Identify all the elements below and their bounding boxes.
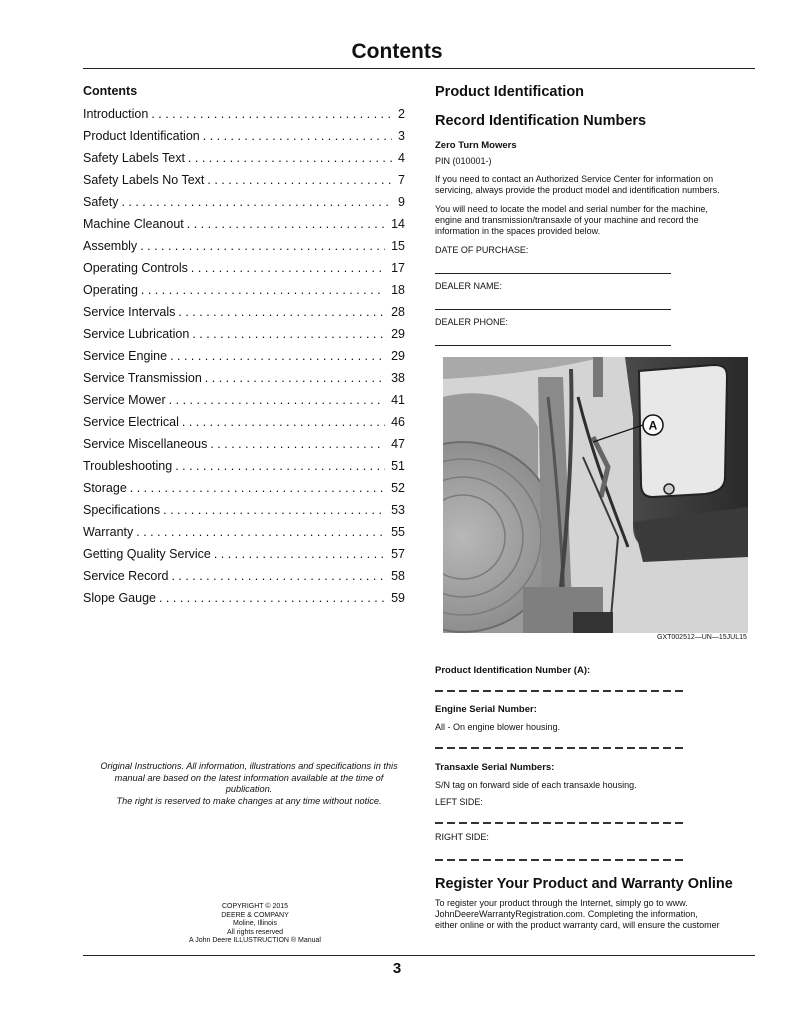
page-number: 3 (392, 960, 402, 977)
toc-leader-dots (175, 459, 385, 473)
toc-entry[interactable] (83, 521, 405, 543)
toc-entry-page: 18 (391, 283, 405, 297)
toc-entry-page: 47 (391, 437, 405, 451)
toc-leader-dots (130, 481, 385, 495)
toc-leader-dots (191, 261, 385, 275)
toc-entry[interactable] (83, 257, 405, 279)
toc-entry-title: Introduction (83, 107, 149, 121)
paragraph-line: engine and transmission/transaxle of your machine and record the (435, 215, 699, 226)
dealer-phone-label: DEALER PHONE: (435, 317, 509, 327)
toc-entry-title: Service Engine (83, 349, 168, 363)
paragraph-line: information in the spaces provided below. (435, 226, 601, 237)
toc-entry[interactable] (83, 345, 405, 367)
toc-entry-page: 52 (391, 481, 405, 495)
toc-entry-page: 53 (391, 503, 405, 517)
toc-leader-dots (140, 239, 385, 253)
toc-list (83, 103, 405, 609)
toc-leader-dots (151, 107, 392, 121)
paragraph-line: JohnDeereWarrantyRegistration.com. Completing the information, (435, 909, 698, 920)
toc-entry-page: 14 (391, 217, 405, 231)
toc-heading: Contents (83, 84, 138, 98)
date-of-purchase-field[interactable] (435, 273, 671, 274)
toc-entry-title: Safety (83, 195, 119, 209)
toc-entry-page: 29 (391, 349, 405, 363)
toc-leader-dots (205, 371, 385, 385)
toc-leader-dots (207, 173, 392, 187)
toc-entry-title: Safety Labels Text (83, 151, 185, 165)
engine-serial-label: Engine Serial Number: (435, 704, 537, 715)
product-identification-heading: Product Identification (435, 84, 585, 100)
toc-entry-page: 29 (391, 327, 405, 341)
copyright-line: DEERE & COMPANY (221, 911, 289, 919)
toc-entry-title: Slope Gauge (83, 591, 156, 605)
toc-leader-dots (210, 437, 385, 451)
toc-leader-dots (121, 195, 392, 209)
toc-leader-dots (188, 151, 392, 165)
disclaimer-line: manual are based on the latest information available at the time of (114, 772, 384, 783)
toc-leader-dots (159, 591, 385, 605)
toc-leader-dots (141, 283, 385, 297)
toc-entry-page: 7 (398, 173, 405, 187)
engine-serial-field[interactable] (435, 747, 687, 749)
copyright-line: COPYRIGHT © 2015 (221, 903, 289, 910)
toc-entry-title: Specifications (83, 503, 161, 517)
toc-entry-page: 9 (398, 195, 405, 209)
copyright-line: A John Deere ILLUSTRUCTION ® Manual (189, 937, 321, 944)
toc-entry-title: Service Lubrication (83, 327, 190, 341)
toc-entry-title: Service Intervals (83, 305, 176, 319)
toc-entry-title: Machine Cleanout (83, 217, 184, 231)
toc-entry-title: Safety Labels No Text (83, 173, 205, 187)
toc-entry-page: 2 (398, 107, 405, 121)
toc-entry[interactable] (83, 433, 405, 455)
record-identification-heading: Record Identification Numbers (435, 113, 647, 129)
disclaimer-line: The right is reserved to make changes at any time without notice. (116, 795, 382, 806)
toc-entry[interactable] (83, 411, 405, 433)
dealer-name-field[interactable] (435, 309, 671, 310)
toc-entry[interactable] (83, 323, 405, 345)
copyright-line: All rights reserved (226, 928, 284, 936)
pin-field-label: Product Identification Number (A): (435, 665, 591, 676)
paragraph-line: either online or with the product warranty card, will ensure the customer (435, 920, 720, 931)
toc-leader-dots (163, 503, 385, 517)
paragraph-line: To register your product through the Internet, simply go to www. (435, 898, 688, 908)
toc-leader-dots (170, 349, 385, 363)
callout-a-label: A (648, 418, 658, 433)
disclaimer (83, 761, 415, 807)
toc-leader-dots (169, 393, 385, 407)
register-heading: Register Your Product and Warranty Online (435, 876, 733, 892)
toc-entry[interactable] (83, 477, 405, 499)
mower-frame-drawing (443, 357, 748, 633)
right-side-field[interactable] (435, 859, 687, 861)
toc-entry-page: 28 (391, 305, 405, 319)
toc-entry[interactable] (83, 191, 405, 213)
dealer-phone-field[interactable] (435, 345, 671, 346)
locate-paragraph (435, 204, 757, 238)
date-of-purchase-label: DATE OF PURCHASE: (435, 245, 529, 255)
toc-entry[interactable] (83, 103, 405, 125)
dealer-name-label: DEALER NAME: (435, 281, 503, 291)
toc-entry[interactable] (83, 587, 405, 609)
toc-entry-title: Troubleshooting (83, 459, 173, 473)
toc-leader-dots (171, 569, 385, 583)
toc-leader-dots (178, 305, 385, 319)
toc-entry-title: Service Electrical (83, 415, 179, 429)
toc-entry-title: Assembly (83, 239, 138, 253)
toc-leader-dots (192, 327, 385, 341)
toc-entry[interactable] (83, 565, 405, 587)
toc-entry-title: Storage (83, 481, 127, 495)
toc-entry-page: 55 (391, 525, 405, 539)
register-paragraph (435, 898, 757, 932)
toc-entry-page: 38 (391, 371, 405, 385)
pin-field[interactable] (435, 690, 687, 692)
paragraph-line: You will need to locate the model and serial number for the machine, (435, 204, 708, 214)
pin-range: PIN (010001-) (435, 156, 492, 166)
toc-entry-title: Service Mower (83, 393, 166, 407)
toc-entry-title: Product Identification (83, 129, 200, 143)
toc-entry[interactable] (83, 125, 405, 147)
left-side-label: LEFT SIDE: (435, 797, 483, 807)
toc-entry[interactable] (83, 543, 405, 565)
toc-entry-title: Warranty (83, 525, 134, 539)
contact-paragraph (435, 174, 757, 196)
paragraph-line: servicing, always provide the product model and identification numbers. (435, 185, 720, 196)
toc-entry-page: 4 (398, 151, 405, 165)
toc-entry-page: 58 (391, 569, 405, 583)
page-title: Contents (351, 40, 443, 63)
header-rule (83, 68, 755, 69)
toc-entry-title: Operating (83, 283, 138, 297)
toc-entry[interactable] (83, 389, 405, 411)
toc-entry[interactable] (83, 367, 405, 389)
model-heading: Zero Turn Mowers (435, 140, 517, 151)
toc-leader-dots (203, 129, 392, 143)
copyright-line: Moline, Illinois (233, 920, 277, 927)
toc-entry-page: 51 (391, 459, 405, 473)
toc-entry[interactable] (83, 279, 405, 301)
toc-entry-page: 17 (391, 261, 405, 275)
toc-entry[interactable] (83, 235, 405, 257)
toc-leader-dots (187, 217, 385, 231)
toc-leader-dots (136, 525, 385, 539)
engine-serial-note: All - On engine blower housing. (435, 722, 561, 732)
figure-caption: GXT002512—UN—15JUL15 (657, 634, 747, 641)
footer-rule (83, 955, 755, 956)
toc-entry-title: Service Transmission (83, 371, 202, 385)
toc-entry-page: 46 (391, 415, 405, 429)
toc-leader-dots (182, 415, 385, 429)
disclaimer-line: Original Instructions. All information, illustrations and specifications in this (100, 761, 398, 771)
machine-illustration (443, 357, 748, 633)
toc-entry[interactable] (83, 169, 405, 191)
toc-entry-page: 57 (391, 547, 405, 561)
paragraph-line: If you need to contact an Authorized Service Center for information on (435, 174, 714, 184)
toc-entry[interactable] (83, 499, 405, 521)
toc-entry[interactable] (83, 301, 405, 323)
right-side-label: RIGHT SIDE: (435, 832, 489, 842)
toc-entry-page: 15 (391, 239, 405, 253)
transaxle-serial-note: S/N tag on forward side of each transaxle housing. (435, 780, 637, 790)
toc-entry[interactable] (83, 213, 405, 235)
disclaimer-line: publication. (225, 784, 273, 794)
toc-entry-title: Service Record (83, 569, 169, 583)
toc-entry-title: Operating Controls (83, 261, 188, 275)
transaxle-serial-label: Transaxle Serial Numbers: (435, 762, 555, 773)
toc-entry-page: 59 (391, 591, 405, 605)
toc-entry[interactable] (83, 455, 405, 477)
copyright-block (150, 903, 360, 946)
left-side-field[interactable] (435, 822, 687, 824)
toc-entry[interactable] (83, 147, 405, 169)
toc-entry-page: 3 (398, 129, 405, 143)
toc-entry-title: Getting Quality Service (83, 547, 211, 561)
toc-entry-title: Service Miscellaneous (83, 437, 208, 451)
toc-leader-dots (214, 547, 385, 561)
toc-entry-page: 41 (391, 393, 405, 407)
